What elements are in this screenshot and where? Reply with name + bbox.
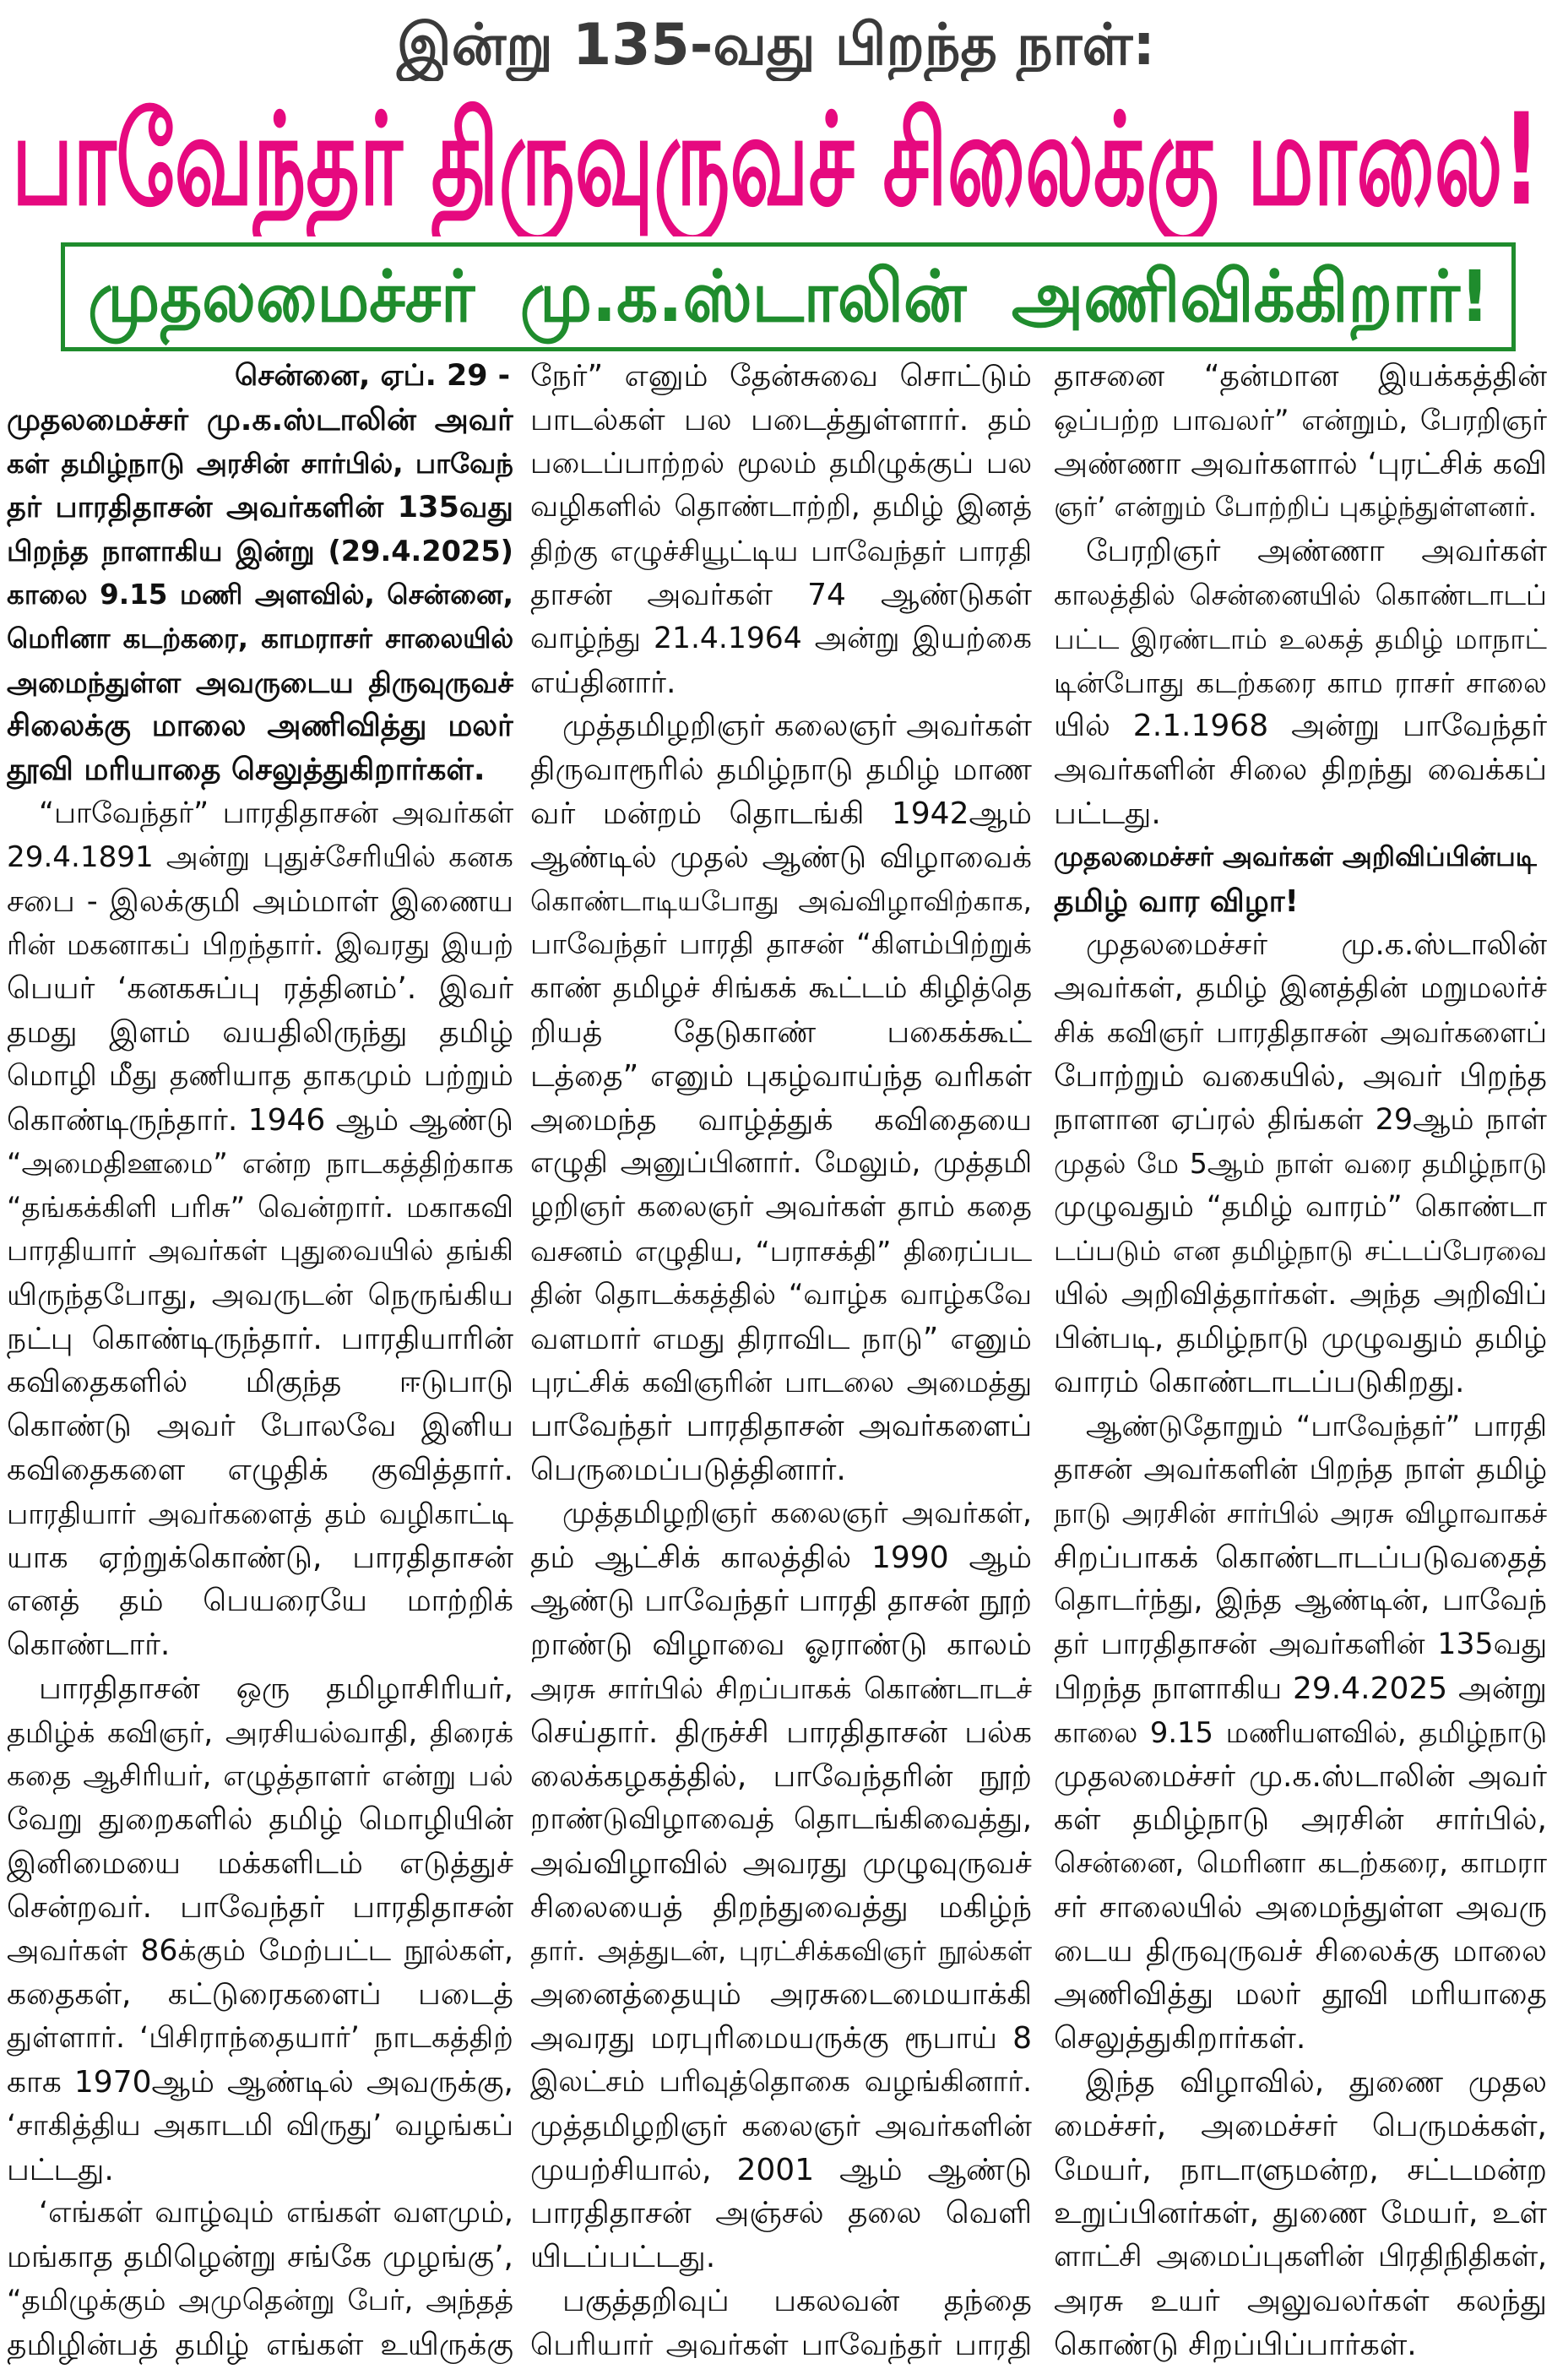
text-line: வேறு துறைகளில் தமிழ் மொழியின் [7, 1802, 513, 1838]
text-line: சென்னை, மெரினா கடற்கரை, காமரா [1054, 1846, 1547, 1881]
text-line: வசனம் எழுதிய, “பராசக்தி” திரைப்பட [530, 1234, 1032, 1268]
text-line: கொண்டாடியபோது அவ்விழாவிற்காக, [530, 884, 1032, 917]
text-line: பாரதியார் அவர்கள் புதுவையில் தங்கி [7, 1233, 513, 1268]
text-line: நாடு அரசின் சார்பில் அரசு விழாவாகச் [1054, 1497, 1547, 1530]
text-line: கொண்டு சிறப்பிப்பார்கள். [1054, 2327, 1417, 2362]
text-line: காலத்தில் சென்னையில் கொண்டாடப் [1054, 578, 1547, 611]
text-line: சிலையைத் திறந்துவைத்து மகிழ்ந் [530, 1889, 1032, 1925]
text-line: கொண்டிருந்தார். 1946 ஆம் ஆண்டு [7, 1102, 513, 1138]
text-line: மங்காத தமிழென்று சங்கே முழங்கு’, [7, 2240, 513, 2275]
article-body [0, 355, 1552, 2380]
article-column-1 [7, 355, 513, 2380]
paragraph [1054, 355, 1547, 530]
subheadline-text: முதலமைச்சர் மு.க.ஸ்டாலின் அணிவிக்கிறார்! [87, 255, 1490, 338]
text-line: “தமிழுக்கும் அமுதென்று பேர், அந்தத் [7, 2284, 513, 2318]
lead-line: முதலமைச்சர் மு.க.ஸ்டாலின் அவர் [7, 402, 513, 437]
text-line: புரட்சிக் கவிஞரின் பாடலை அமைத்து [530, 1366, 1032, 1399]
text-line: கொண்டு அவர் போலவே இனிய [7, 1409, 513, 1444]
text-line: அண்ணா அவர்களால் ‘புரட்சிக் கவி [1054, 446, 1547, 481]
text-line: முயற்சியால், 2001 ஆம் ஆண்டு [530, 2152, 1032, 2187]
text-line: “தங்கக்கிளி பரிசு” வென்றார். மகாகவி [7, 1191, 513, 1225]
text-line: முத்தமிழறிஞர் கலைஞர் அவர்களின் [530, 2108, 1032, 2144]
text-line: பாரதியார் அவர்களைத் தம் வழிகாட்டி [7, 1497, 513, 1530]
text-line: தின் தொடக்கத்தில் “வாழ்க வாழ்கவே [530, 1277, 1032, 1312]
text-line: தர் பாரதிதாசன் அவர்களின் 135வது [1054, 1627, 1547, 1662]
paragraph [530, 1492, 1032, 2279]
headline [0, 84, 1552, 236]
text-line: இலட்சம் பரிவுத்தொகை வழங்கினார். [530, 2065, 1032, 2100]
article-column-2 [530, 355, 1032, 2380]
text-line: சபை - இலக்குமி அம்மாள் இணைய [7, 883, 513, 919]
lead-line: தர் பாரதிதாசன் அவர்களின் 135வது [7, 490, 513, 525]
text-line: ‘சாகித்திய அகாடமி விருது’ வழங்கப் [7, 2108, 513, 2143]
text-line: பாவேந்தர் பாரதி தாசன் “கிளம்பிற்றுக் [530, 927, 1032, 962]
text-line: ளாட்சி அமைப்புகளின் பிரதிநிதிகள், [1054, 2240, 1547, 2274]
text-line: கள் தமிழ்நாடு அரசின் சார்பில், [1054, 1802, 1547, 1838]
text-line: சென்றவர். பாவேந்தர் பாரதிதாசன் [7, 1889, 513, 1925]
text-line: பேரறிஞர் அண்ணா அவர்கள் [1086, 534, 1547, 569]
lead-line: பிறந்த நாளாகிய இன்று (29.4.2025) [7, 535, 513, 568]
lead-line: சிலைக்கு மாலை அணிவித்து மலர் [7, 709, 513, 744]
text-line: கதைகள், கட்டுரைகளைப் படைத் [7, 1977, 513, 2013]
text-line: கவிதைகளில் மிகுந்த ஈடுபாடு [7, 1365, 513, 1400]
text-line: வழிகளில் தொண்டாற்றி, தமிழ் இனத் [530, 490, 1032, 524]
lead-line: தூவி மரியாதை செலுத்துகிறார்கள். [7, 753, 486, 788]
text-line: ஆண்டு பாவேந்தர் பாரதி தாசன் நூற் [530, 1584, 1032, 1619]
text-line: ஒப்பற்ற பாவலர்” என்றும், பேரறிஞர் [1054, 403, 1547, 437]
text-line: அவர்களின் சிலை திறந்து வைக்கப் [1054, 753, 1547, 788]
text-line: தொடர்ந்து, இந்த ஆண்டின், பாவேந் [1054, 1584, 1547, 1618]
paragraph [530, 355, 1032, 704]
text-line: சிக் கவிஞர் பாரதிதாசன் அவர்களைப் [1054, 1015, 1547, 1049]
text-line: திருவாரூரில் தமிழ்நாடு தமிழ் மாண [530, 753, 1032, 788]
subheading [1054, 836, 1547, 924]
text-line: முத்தமிழறிஞர் கலைஞர் அவர்கள் [562, 709, 1032, 744]
text-line: றியத் தேடுகாண் பகைக்கூட் [530, 1014, 1032, 1050]
text-line: மொழி மீது தணியாத தாகமும் பற்றும் [7, 1058, 513, 1093]
text-line: போற்றும் வகையில், அவர் பிறந்த [1054, 1058, 1547, 1094]
text-line: வாழ்ந்து 21.4.1964 அன்று இயற்கை [530, 621, 1032, 655]
text-line: நேர்” எனும் தேன்சுவை சொட்டும் [530, 359, 1032, 394]
text-line: பாரதிதாசன் அஞ்சல் தலை வெளி [530, 2196, 1032, 2231]
text-line: “அமைதிஊமை” என்ற நாடகத்திற்காக [7, 1147, 513, 1181]
text-line: பாவேந்தர் பாரதிதாசன் அவர்களைப் [530, 1409, 1032, 1444]
subheadline-box [61, 242, 1516, 351]
text-line: முதல் மே 5ஆம் நாள் வரை தமிழ்நாடு [1054, 1147, 1547, 1181]
paragraph [530, 704, 1032, 1492]
dateline: சென்னை, ஏப். 29 - [235, 359, 511, 393]
paragraph [7, 2192, 513, 2366]
text-line: பெயர் ‘கனகசுப்பு ரத்தினம்’. இவர் [7, 971, 513, 1007]
text-line: துள்ளார். ‘பிசிராந்தையார்’ நாடகத்திற் [7, 2021, 513, 2056]
text-line: ஞர்’ என்றும் போற்றிப் புகழ்ந்துள்ளனர். [1054, 491, 1538, 524]
text-line: கொண்டார். [7, 1627, 171, 1663]
text-line: வர் மன்றம் தொடங்கி 1942ஆம் [530, 796, 1032, 831]
text-line: பின்படி, தமிழ்நாடு முழுவதும் தமிழ் [1054, 1321, 1547, 1356]
text-line: திற்கு எழுச்சியூட்டிய பாவேந்தர் பாரதி [530, 535, 1032, 568]
text-line: பட்ட இரண்டாம் உலகத் தமிழ் மாநாட் [1054, 622, 1547, 655]
text-line: அனைத்தையும் அரசுடைமையாக்கி [530, 1977, 1032, 2013]
text-line: டின்போது கடற்கரை காம ராசர் சாலை [1054, 666, 1547, 699]
text-line: உறுப்பினர்கள், துணை மேயர், உள் [1054, 2196, 1547, 2231]
text-line: காண் தமிழச் சிங்கக் கூட்டம் கிழித்தெ [530, 971, 1032, 1006]
text-line: அவர்கள் 86க்கும் மேற்பட்ட நூல்கள், [7, 1933, 513, 1968]
lead-line: கள் தமிழ்நாடு அரசின் சார்பில், பாவேந் [7, 447, 513, 480]
text-line: மேயர், நாடாளுமன்ற, சட்டமன்ற [1054, 2152, 1547, 2187]
article-column-3 [1054, 355, 1547, 2380]
text-line: பாடல்கள் பல படைத்துள்ளார். தம் [530, 402, 1032, 437]
text-line: அணிவித்து மலர் தூவி மரியாதை [1054, 1977, 1547, 2013]
text-line: முத்தமிழறிஞர் கலைஞர் அவர்கள், [562, 1496, 1032, 1530]
text-line: தாசன் அவர்கள் 74 ஆண்டுகள் [530, 577, 1032, 612]
text-line: எழுதி அனுப்பினார். மேலும், முத்தமி [530, 1146, 1032, 1181]
text-line: சர் சாலையில் அமைந்துள்ள அவரு [1054, 1889, 1547, 1925]
text-line: முழுவதும் “தமிழ் வாரம்” கொண்டா [1054, 1190, 1547, 1225]
text-line: பகுத்தறிவுப் பகலவன் தந்தை [562, 2284, 1032, 2319]
text-line: டத்தை” எனும் புகழ்வாய்ந்த வரிகள் [530, 1058, 1032, 1094]
text-line: பெரியார் அவர்கள் பாவேந்தர் பாரதி [530, 2327, 1032, 2362]
text-line: இந்த விழாவில், துணை முதல [1086, 2065, 1547, 2100]
text-line: யாக ஏற்றுக்கொண்டு, பாரதிதாசன் [7, 1540, 513, 1575]
headline-text: பாவேந்தர் திருவுருவச் சிலைக்கு மாலை! [12, 87, 1540, 234]
text-line: டப்படும் என தமிழ்நாடு சட்டப்பேரவை [1054, 1234, 1547, 1267]
kicker-text: இன்று 135-வது பிறந்த நாள்: [397, 12, 1155, 79]
text-line: காக 1970ஆம் ஆண்டில் அவருக்கு, [7, 2065, 513, 2100]
dateline-block [7, 355, 513, 399]
text-line: யிருந்தபோது, அவருடன் நெருங்கிய [7, 1277, 513, 1312]
paragraph [1054, 923, 1547, 1405]
text-line: நாளான ஏப்ரல் திங்கள் 29ஆம் நாள் [1054, 1102, 1547, 1137]
text-line: றாண்டுவிழாவைத் தொடங்கிவைத்து, [530, 1802, 1032, 1837]
text-line: செலுத்துகிறார்கள். [1054, 2021, 1306, 2057]
text-line: அவரது மரபுரிமையருக்கு ரூபாய் 8 [530, 2021, 1032, 2057]
text-line: செய்தார். திருச்சி பாரதிதாசன் பல்க [530, 1714, 1032, 1750]
subheading-line: முதலமைச்சர் அவர்கள் அறிவிப்பின்படி [1054, 841, 1537, 872]
text-line: ஆண்டுதோறும் “பாவேந்தர்” பாரதி [1086, 1410, 1547, 1443]
text-line: “பாவேந்தர்” பாரதிதாசன் அவர்கள் [39, 796, 513, 830]
text-line: அவர்கள், தமிழ் இனத்தின் மறுமலர்ச் [1054, 971, 1547, 1006]
lead-line: மெரினா கடற்கரை, காமராசர் சாலையில் [7, 622, 513, 655]
text-line: யிடப்பட்டது. [530, 2240, 716, 2275]
text-line: அவ்விழாவில் அவரது முழுவுருவச் [530, 1846, 1032, 1882]
text-line: இனிமையை மக்களிடம் எடுத்துச் [7, 1846, 513, 1882]
text-line: தாசன் அவர்களின் பிறந்த நாள் தமிழ் [1054, 1452, 1547, 1486]
text-line: தம் ஆட்சிக் காலத்தில் 1990 ஆம் [530, 1540, 1032, 1575]
text-line: வாரம் கொண்டாடப்படுகிறது. [1054, 1365, 1465, 1400]
paragraph [7, 792, 513, 1667]
lead-line: காலை 9.15 மணி அளவில், சென்னை, [7, 578, 513, 611]
text-line: தமது இளம் வயதிலிருந்து தமிழ் [7, 1014, 513, 1050]
text-line: கவிதைகளை எழுதிக் குவித்தார். [7, 1452, 513, 1487]
kicker [0, 10, 1552, 81]
text-line: பெருமைப்படுத்தினார். [530, 1452, 846, 1487]
text-line: யில் 2.1.1968 அன்று பாவேந்தர் [1054, 709, 1547, 744]
text-line: றாண்டு விழாவை ஓராண்டு காலம் [530, 1627, 1032, 1663]
text-line: முதலமைச்சர் மு.க.ஸ்டாலின் அவர் [1054, 1758, 1547, 1794]
text-line: பட்டது. [1054, 796, 1161, 831]
text-line: ரின் மகனாகப் பிறந்தார். இவரது இயற் [7, 928, 513, 962]
text-line: யில் அறிவித்தார்கள். அந்த அறிவிப் [1054, 1277, 1547, 1312]
text-line: நட்பு கொண்டிருந்தார். பாரதியாரின் [7, 1321, 513, 1356]
text-line: வளமார் எமது திராவிட நாடு” எனும் [530, 1321, 1032, 1356]
paragraph [1054, 2061, 1547, 2367]
text-line: எய்தினார். [530, 665, 676, 700]
text-line: அரசு உயர் அலுவலர்கள் கலந்து [1054, 2284, 1547, 2319]
paragraph [7, 1667, 513, 2193]
text-line: படைப்பாற்றல் மூலம் தமிழுக்குப் பல [530, 446, 1032, 481]
lead-line: அமைந்துள்ள அவருடைய திருவுருவச் [7, 666, 513, 699]
text-line: அரசு சார்பில் சிறப்பாகக் கொண்டாடச் [530, 1671, 1032, 1705]
text-line: சிறப்பாகக் கொண்டாடப்படுவதைத் [1054, 1540, 1547, 1575]
text-line: பாரதிதாசன் ஒரு தமிழாசிரியர், [39, 1671, 513, 1706]
paragraph [1054, 530, 1547, 836]
text-line: தார். அத்துடன், புரட்சிக்கவிஞர் நூல்கள் [530, 1934, 1032, 1967]
text-line: தமிழ்க் கவிஞர், அரசியல்வாதி, திரைக் [7, 1715, 513, 1749]
text-line: அமைந்த வாழ்த்துக் கவிதையை [530, 1102, 1032, 1138]
text-line: காலை 9.15 மணியளவில், தமிழ்நாடு [1054, 1715, 1547, 1749]
text-line: பட்டது. [7, 2152, 114, 2187]
text-line: ழறிஞர் கலைஞர் அவர்கள் தாம் கதை [530, 1190, 1032, 1225]
lead-paragraph [7, 399, 513, 792]
paragraph [1054, 1405, 1547, 2061]
text-line: எனத் தம் பெயரையே மாற்றிக் [7, 1584, 513, 1619]
text-line: தமிழின்பத் தமிழ் எங்கள் உயிருக்கு [7, 2327, 513, 2362]
subheading-line: தமிழ் வார விழா! [1054, 883, 1299, 919]
paragraph [530, 2279, 1032, 2367]
text-line: ‘எங்கள் வாழ்வும் எங்கள் வளமும், [39, 2196, 513, 2231]
text-line: மைச்சர், அமைச்சர் பெருமக்கள், [1054, 2108, 1547, 2144]
text-line: ஆண்டில் முதல் ஆண்டு விழாவைக் [530, 840, 1032, 875]
text-line: கதை ஆசிரியர், எழுத்தாளர் என்று பல் [7, 1758, 513, 1793]
text-line: டைய திருவுருவச் சிலைக்கு மாலை [1054, 1933, 1547, 1969]
text-line: தாசனை “தன்மான இயக்கத்தின் [1054, 359, 1547, 394]
text-line: முதலமைச்சர் மு.க.ஸ்டாலின் [1086, 927, 1547, 963]
text-line: லைக்கழகத்தில், பாவேந்தரின் நூற் [530, 1758, 1032, 1794]
text-line: 29.4.1891 அன்று புதுச்சேரியில் கனக [7, 840, 513, 874]
text-line: பிறந்த நாளாகிய 29.4.2025 அன்று [1054, 1671, 1547, 1706]
